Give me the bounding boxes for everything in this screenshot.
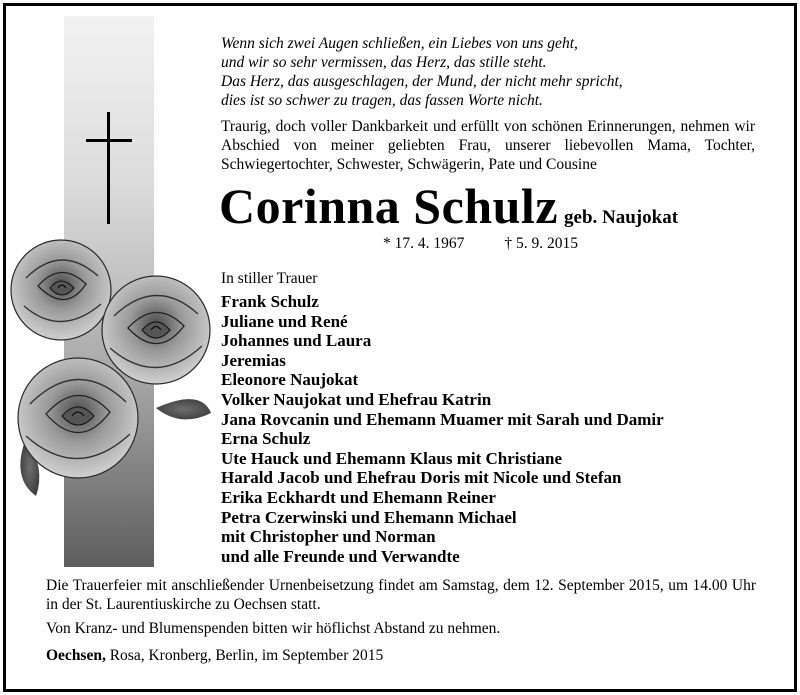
life-dates (383, 235, 578, 253)
deceased-name: Corinna Schulz (219, 178, 559, 234)
mourner: Johannes und Laura (221, 331, 372, 351)
mourner: Erika Eckhardt und Ehemann Reiner (221, 487, 496, 507)
poem-line: Wenn sich zwei Augen schließen, ein Liebes von uns geht, (221, 35, 578, 52)
mourner: Juliane und René (221, 311, 348, 331)
mourner: mit Christopher und Norman (221, 527, 436, 547)
roses-image (6, 238, 214, 500)
mourner: Petra Czerwinski und Ehemann Michael (221, 507, 517, 527)
mourner: Volker Naujokat und Ehefrau Katrin (221, 389, 492, 409)
poem-line: Das Herz, das ausgeschlagen, der Mund, der nicht mehr spricht, (221, 73, 623, 90)
mourner: Harald Jacob und Ehefrau Doris mit Nicole und Stefan (221, 468, 622, 488)
funeral-notice: Die Trauerfeier mit anschließender Urnenbeisetzung findet am Samstag, dem 12. September 2015, um 14.00 Uhr in der St. Laurentiuskirche zu Oechsen statt. (46, 577, 756, 613)
flowers-notice: Von Kranz- und Blumenspenden bitten wir höflichst Abstand zu nehmen. (46, 620, 501, 637)
death-date: † 5. 9. 2015 (504, 235, 578, 252)
mourner: Jeremias (221, 350, 286, 370)
deceased-name-line (219, 178, 678, 234)
mourner: Frank Schulz (221, 292, 319, 311)
place-and-date (46, 647, 383, 665)
poem-line: und wir so sehr vermissen, das Herz, das stille steht. (221, 54, 547, 71)
birth-date: * 17. 4. 1967 (383, 235, 465, 252)
mourner: Jana Rovcanin und Ehemann Muamer mit Sarah und Damir (221, 409, 664, 429)
place-rest: Rosa, Kronberg, Berlin, im September 2015 (105, 647, 384, 664)
place-bold: Oechsen, (46, 647, 106, 664)
poem (221, 34, 623, 110)
mourning-label: In stiller Trauer (221, 270, 318, 287)
mourners-list (221, 292, 664, 566)
intro-text: Traurig, doch voller Dankbarkeit und erfüllt von schönen Erinnerungen, nehmen wir Abschied von meiner geliebten Frau, unserer liebevollen Mama, Tochter, Schwiegertochter, Schwester, Schwägerin, Pate und Cousine (221, 118, 755, 173)
maiden-name: geb. Naujokat (564, 207, 679, 228)
mourner: Erna Schulz (221, 429, 311, 449)
cross-icon (86, 112, 132, 224)
mourner: Ute Hauck und Ehemann Klaus mit Christiane (221, 448, 562, 468)
poem-line: dies ist so schwer zu tragen, das fassen Worte nicht. (221, 92, 543, 109)
mourner: und alle Freunde und Verwandte (221, 546, 460, 566)
mourner: Eleonore Naujokat (221, 370, 359, 390)
